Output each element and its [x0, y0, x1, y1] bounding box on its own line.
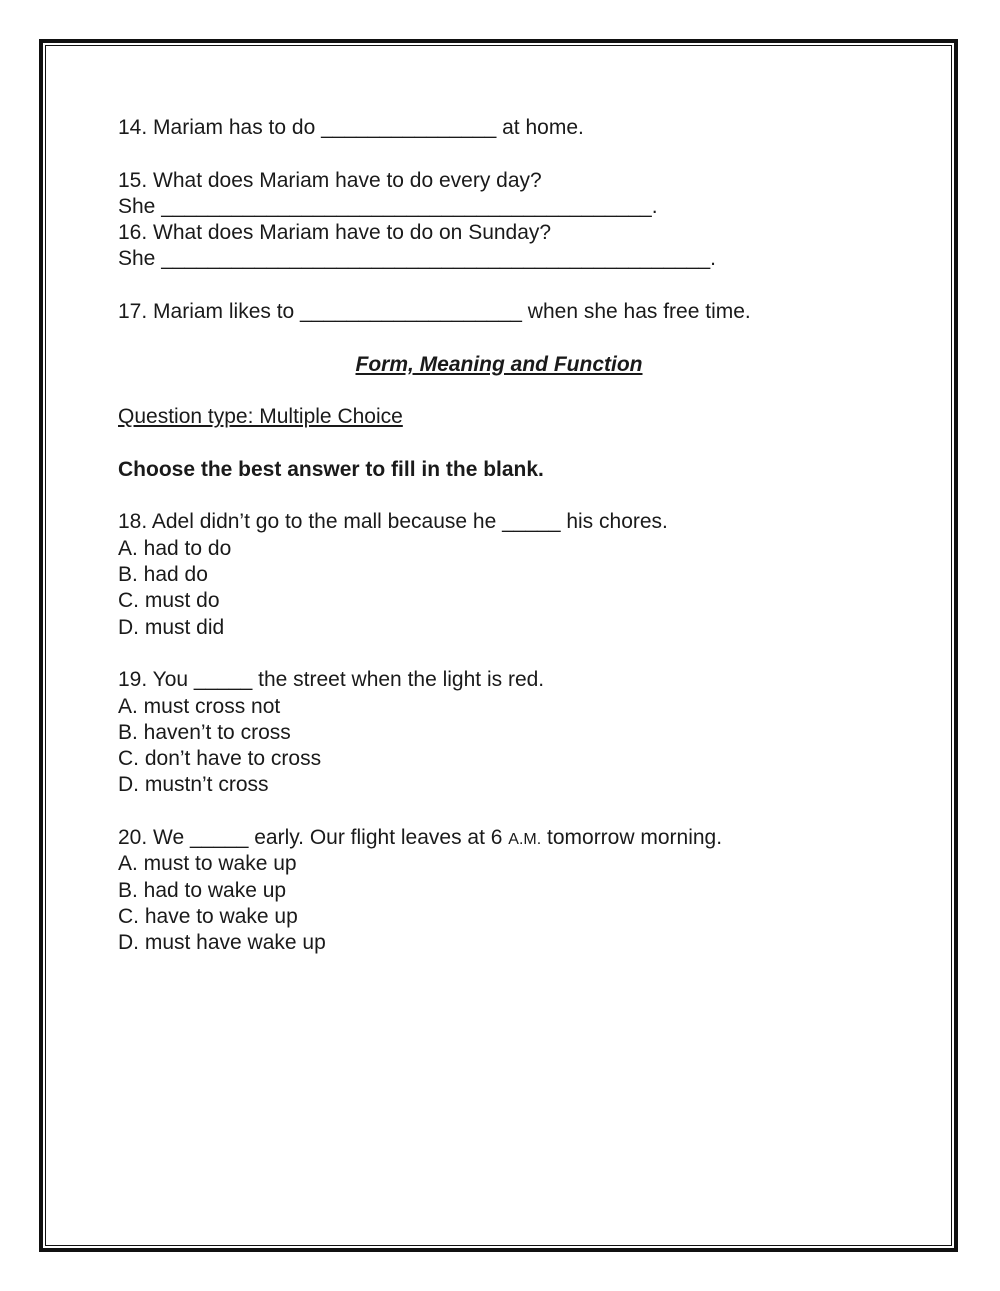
- question-20-option-a: A. must to wake up: [118, 852, 297, 876]
- question-20-option-d: D. must have wake up: [118, 931, 326, 955]
- question-19-option-b: B. haven’t to cross: [118, 720, 291, 744]
- question-16-answer-line: She _______________________________________________.: [118, 247, 716, 271]
- question-18-option-c: C. must do: [118, 589, 220, 613]
- question-15: 15. What does Mariam have to do every day?: [118, 168, 542, 192]
- worksheet-content: [118, 115, 898, 957]
- question-19-option-d: D. mustn’t cross: [118, 773, 269, 797]
- question-20-stem-end: tomorrow morning.: [541, 826, 723, 850]
- question-17: 17. Mariam likes to ___________________ when she has free time.: [118, 300, 751, 324]
- question-18-option-a: A. had to do: [118, 536, 232, 560]
- question-16: 16. What does Mariam have to do on Sunday?: [118, 221, 552, 245]
- question-18-option-b: B. had do: [118, 563, 208, 587]
- section-heading: Form, Meaning and Function: [355, 352, 643, 376]
- question-20-option-c: C. have to wake up: [118, 904, 298, 928]
- question-20-stem: [118, 825, 898, 851]
- question-20-stem-start: 20. We _____ early. Our flight leaves at 6: [118, 826, 509, 850]
- question-14: 14. Mariam has to do _______________ at home.: [118, 116, 584, 139]
- question-19-option-c: C. don’t have to cross: [118, 747, 322, 771]
- question-18-stem: 18. Adel didn’t go to the mall because he _____ his chores.: [118, 510, 668, 534]
- question-15-answer-line: She __________________________________________.: [118, 194, 658, 218]
- question-19-option-a: A. must cross not: [118, 694, 281, 718]
- question-19-stem: 19. You _____ the street when the light is red.: [118, 668, 545, 692]
- question-18-option-d: D. must did: [118, 615, 225, 639]
- question-20-option-b: B. had to wake up: [118, 878, 287, 902]
- question-20-time-abbrev: A.M.: [508, 831, 542, 849]
- question-type-label: Question type: Multiple Choice: [118, 405, 403, 429]
- instruction: Choose the best answer to fill in the blank.: [118, 457, 544, 481]
